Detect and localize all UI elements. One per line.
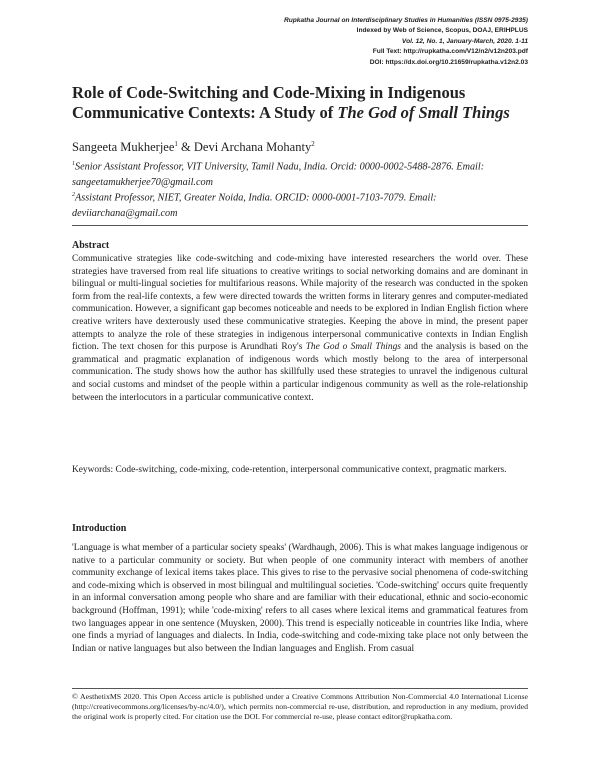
abstract-text-2: and the analysis is based on the grammatical and pragmatic explanation of indigenous words which mostly belong to the area of interpersonal communication. The study shows how the author has skillfully used these strategies to unravel the indigenous cultural and social customs and mindset of the people within a particular indigenous community as well as the role-relationship between the interlocutors in a particular communicative context. <box>72 342 529 403</box>
title-italic: The God of Small Things <box>337 103 510 122</box>
introduction-body: 'Language is what member of a particular society speaks' (Wardhaugh, 2006). This is what makes language indigenous or native to a particular community or society. But when people of one community interact with members of another community exchange of lexical items takes place. This gives to rise to the pervasive social phenomena of code-switching and code-mixing which is observed in most bilingual and multilingual societies. 'Code-switching' occurs quite frequently in an informal conversation among people who share and are familiar with their educational, ethnic and socio-economic background (Hoffman, 1991); while 'code-mixing' refers to all cases where lexical items and grammatical features from two languages appear in one sentence (Muysken, 2000). This trend is especially noticeable in countries like India, where one finds a myriad of languages and dialects. In India, code-switching and code-mixing take place not only between the Indian or native languages but also between the Indian languages and English. From casual <box>72 543 528 654</box>
abstract-text-1: Communicative strategies like code-switching and code-mixing have interested researchers the world over. These strategies have traversed from real life situations to creative writings to social networking domains and are dominant in bilingual or multi-lingual societies for multifarious reasons. While majority of the research was conducted in the spoken form from the real-life contexts, a few were directed towards the written forms in literary genres and computer-mediated communication. However, a significant gap becomes noticeable and needs to be explored in Indian English fiction where creative writers have dexterously used these communicative strategies. Keeping the above in mind, the present paper attempts to analyze the role of these strategies in indigenous interpersonal communicative contexts in Indian English fiction. The text chosen for this purpose is Arundhati Roy's <box>72 254 528 353</box>
author-2-sup: 2 <box>311 140 315 148</box>
author-1: Sangeeta Mukherjee <box>72 140 175 155</box>
journal-doi[interactable]: DOI: https://dx.doi.org/10.21659/rupkatha.v12n2.03 <box>369 58 528 66</box>
affiliation-2-sup: 2 <box>72 192 75 198</box>
author-sep: & <box>177 140 194 155</box>
title-text: Role of Code-Switching and Code-Mixing in Indigenous Communicative Contexts: A Study of <box>72 83 466 122</box>
abstract-body <box>72 253 528 404</box>
author-2: Devi Archana Mohanty <box>193 140 312 155</box>
affiliation-2-text: Assistant Professor, NIET, Greater Noida, India. ORCID: 0000-0001-7103-7079. Email: deviiarchana@gmail.com <box>72 192 437 219</box>
author-1-sup: 1 <box>174 140 178 148</box>
affiliation-1-sup: 1 <box>72 161 75 167</box>
affiliation-1 <box>72 157 530 190</box>
divider <box>72 225 528 226</box>
journal-indexing: Indexed by Web of Science, Scopus, DOAJ, ERIHPLUS <box>356 27 528 35</box>
journal-volume: Vol. 12, No. 1, January-March, 2020. 1-11 <box>401 37 528 45</box>
keywords: Keywords: Code-switching, code-mixing, code-retention, interpersonal communicative context, pragmatic markers. <box>72 465 507 475</box>
journal-fulltext[interactable]: Full Text: http://rupkatha.com/V12/n2/v12n203.pdf <box>372 48 528 56</box>
journal-name: Rupkatha Journal on Interdisciplinary Studies in Humanities (ISSN 0975-2935) <box>283 17 528 24</box>
introduction-heading: Introduction <box>72 523 127 534</box>
authors <box>72 140 315 155</box>
abstract-text-italic: The God o Small Things <box>305 342 401 353</box>
license-footnote: © AesthetixMS 2020. This Open Access article is published under a Creative Commons Attribution Non-Commercial 4.0 International License (http://creativecommons.org/licenses/by-nc/4.0/), which permits non-commercial re-use, distribution, and reproduction in any medium, provided the original work is properly cited. For citation use the DOI. For commercial re-use, please contact editor@rupkatha.com. <box>72 692 528 721</box>
footnote-divider <box>72 688 528 689</box>
paper-title <box>72 83 542 123</box>
abstract-heading: Abstract <box>72 240 110 251</box>
affiliation-1-text: Senior Assistant Professor, VIT University, Tamil Nadu, India. Orcid: 0000-0002-5488-2876. Email: sangeetamukherjee70@gmail.com <box>72 161 485 188</box>
journal-header <box>148 16 528 68</box>
affiliation-2 <box>72 188 530 221</box>
